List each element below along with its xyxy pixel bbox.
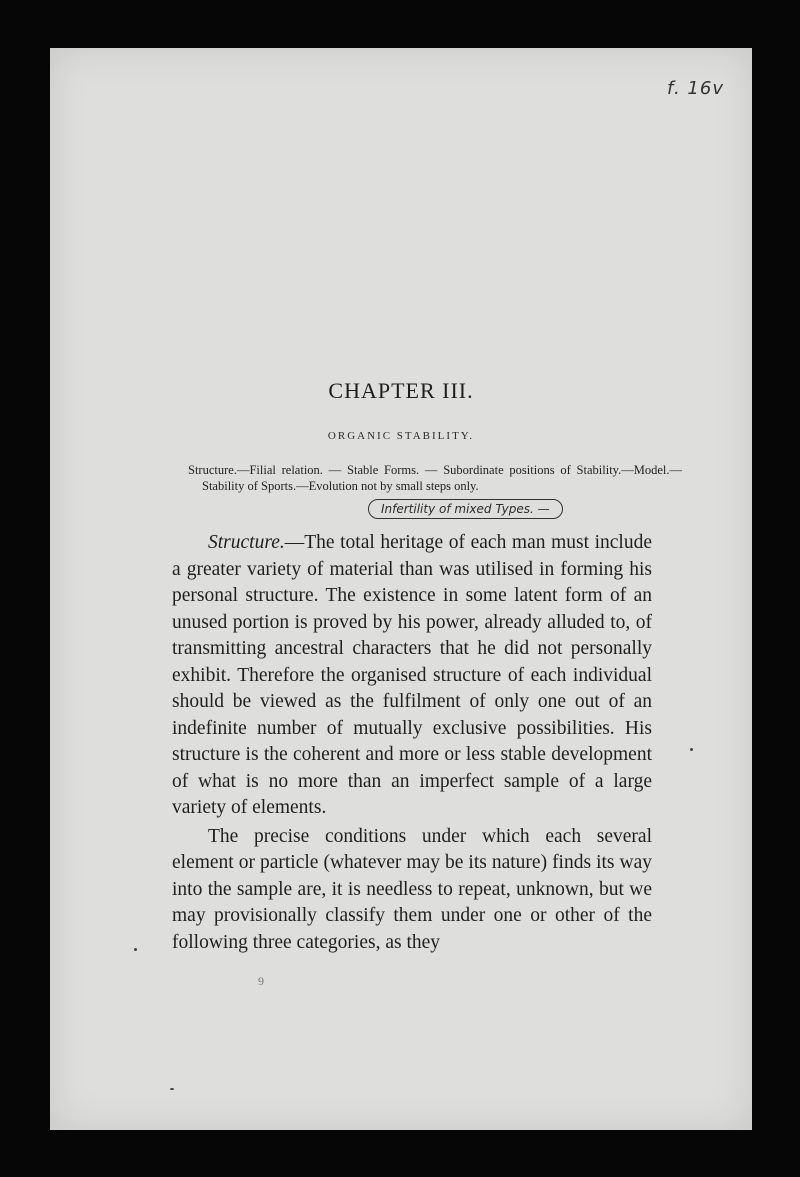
body-text <box>172 530 652 956</box>
signature-mark: 9 <box>258 974 264 988</box>
folio-number: f. 16v <box>666 78 724 99</box>
paper-speck <box>170 1088 174 1090</box>
paper-speck <box>134 948 137 951</box>
chapter-subtitle: ORGANIC STABILITY. <box>327 430 475 442</box>
paragraph-1 <box>172 530 652 822</box>
paragraph-1-text: —The total heritage of each man must include a greater variety of material than was utilised in forming his personal structure. The existence in some latent form of an unused portion is proved by his power, already alluded to, of transmitting ancestral characters that he did not personally exhibit. Therefore the organised structure of each individual should be viewed as the fulfilment of only one out of an indefinite number of mutually exclusive possibilities. His structure is the coherent and more or less stable development of what is no more than an imperfect sample of a large variety of elements. <box>172 532 652 818</box>
handwritten-annotation: Infertility of mixed Types. — <box>368 499 563 519</box>
paper-speck <box>690 748 693 751</box>
chapter-summary: Structure.—Filial relation. — Stable Forms. — Subordinate positions of Stability.—Model.—Stability of Sports.—Evolution not by small steps only. <box>188 463 682 493</box>
paragraph-lead: Structure. <box>208 532 285 553</box>
paragraph-2: The precise conditions under which each several element or particle (whatever may be its nature) finds its way into the sample are, it is needless to repeat, unknown, but we may provisionally classify them under one or other of the following three categories, as they <box>172 825 652 953</box>
document-page <box>50 48 752 1130</box>
chapter-title: CHAPTER III. <box>328 378 474 403</box>
